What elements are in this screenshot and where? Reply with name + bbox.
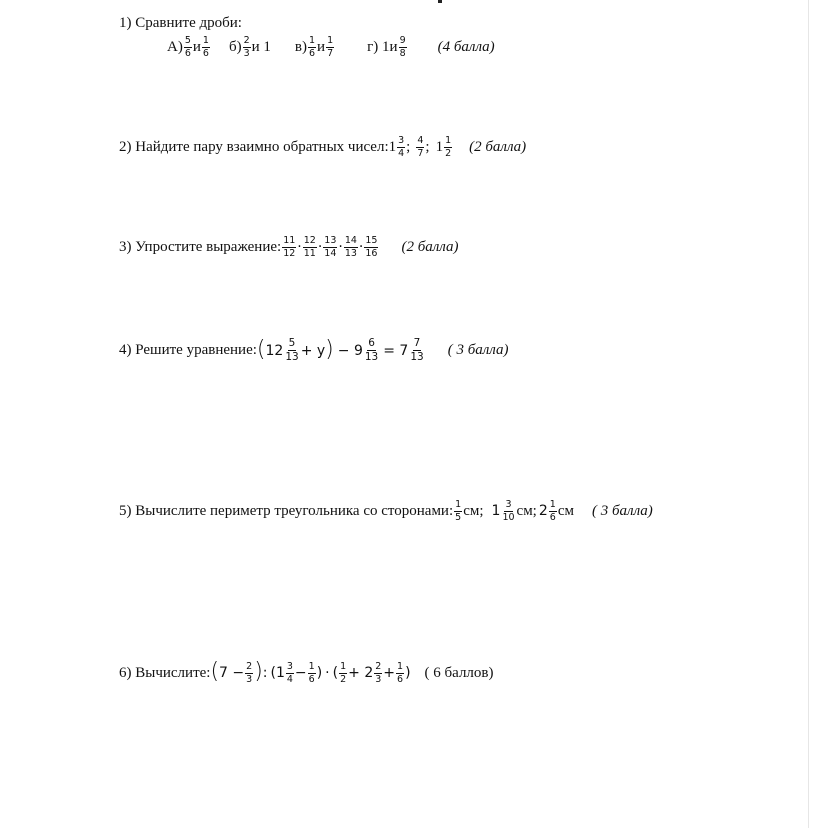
task1-items — [167, 36, 495, 59]
fraction: $\frac{2}{3}$ — [375, 661, 382, 685]
and-word: и — [317, 38, 326, 55]
task3-text: 3) Упростите выражение: — [119, 238, 282, 255]
fraction: $\frac{15}{16}$ — [365, 235, 378, 259]
minus-nine: − 9 — [337, 342, 363, 359]
task5-line — [119, 500, 653, 523]
fraction: $\frac{13}{14}$ — [324, 235, 337, 259]
fraction: $\frac{1}{7}$ — [327, 35, 334, 59]
separator: ; — [425, 138, 430, 155]
separator: ; — [406, 138, 411, 155]
left-paren: ( — [332, 665, 339, 682]
fraction: $\frac{2}{3}$ — [246, 661, 253, 685]
multiply-dot: · — [358, 239, 364, 256]
fraction: $\frac{1}{2}$ — [340, 661, 347, 685]
fraction: $\frac{1}{6}$ — [309, 35, 316, 59]
fraction: $\frac{4}{7}$ — [417, 135, 424, 159]
unit-cm: см — [557, 502, 574, 519]
multiply-dot: · — [325, 665, 330, 682]
fraction: $\frac{1}{2}$ — [445, 135, 452, 159]
plus-y: + y — [300, 342, 326, 359]
fraction: $\frac{9}{8}$ — [399, 35, 406, 59]
task5-points: ( 3 балла) — [591, 502, 653, 519]
task4-points: ( 3 балла) — [447, 342, 509, 359]
fraction: $\frac{7}{13}$ — [410, 337, 424, 364]
fraction: $\frac{6}{13}$ — [364, 337, 379, 364]
paren-one: (1 — [270, 665, 285, 682]
plus-two: + 2 — [348, 665, 374, 682]
and-word: и — [192, 38, 201, 55]
task2-text: 2) Найдите пару взаимно обратных чисел: — [119, 138, 389, 155]
task4-text: 4) Решите уравнение: — [119, 342, 257, 359]
fraction: $\frac{5}{13}$ — [285, 337, 299, 364]
fraction: $\frac{14}{13}$ — [344, 235, 357, 259]
right-paren: ) — [254, 659, 263, 685]
whole-number: 1 — [435, 138, 444, 155]
fraction: $\frac{5}{6}$ — [184, 35, 191, 59]
fraction: $\frac{3}{4}$ — [286, 661, 293, 685]
page-edge — [808, 0, 809, 828]
task2-points: (2 балла) — [469, 138, 527, 155]
left-paren: ( — [256, 336, 266, 362]
task6-text: 6) Вычислите: — [119, 664, 211, 681]
fraction: $\frac{11}{12}$ — [283, 235, 296, 259]
fraction: $\frac{3}{4}$ — [398, 135, 405, 159]
multiply-dot: · — [338, 239, 343, 256]
left-paren: ( — [210, 659, 220, 685]
fraction: $\frac{1}{6}$ — [308, 661, 315, 685]
fraction: $\frac{3}{10}$ — [502, 499, 515, 523]
task1-b-label: б) — [228, 38, 242, 55]
task1-heading: 1) Сравните дроби: — [119, 15, 242, 31]
task6-points: ( 6 баллов) — [424, 664, 494, 681]
unit-cm: см; — [516, 502, 537, 519]
task3-points: (2 балла) — [401, 238, 459, 255]
task6-line — [119, 659, 494, 685]
fraction: $\frac{1}{6}$ — [549, 499, 556, 523]
task1-v-label: в) — [294, 38, 307, 55]
task1-points: (4 балла) — [437, 38, 495, 55]
unit-cm: см; — [463, 502, 484, 519]
fraction: $\frac{1}{5}$ — [455, 499, 462, 523]
task1-g-label: г) 1и — [367, 38, 398, 55]
task2-line — [119, 136, 526, 159]
right-paren: ) — [405, 665, 411, 682]
task5-text: 5) Вычислите периметр треугольника со сторонами: — [119, 502, 454, 519]
minus-sign: − — [294, 665, 307, 682]
multiply-dot: · — [297, 239, 302, 256]
whole-number: 12 — [265, 342, 284, 359]
whole-number: 1 — [388, 138, 397, 155]
fraction: $\frac{1}{6}$ — [397, 661, 404, 685]
b-rest: и 1 — [251, 38, 271, 55]
task1-a-label: А) — [167, 38, 183, 55]
whole-number: 2 — [538, 503, 548, 520]
multiply-dot: · — [317, 239, 323, 256]
fraction: $\frac{2}{3}$ — [243, 35, 250, 59]
task4-line — [119, 338, 509, 363]
plus-sign: + — [383, 665, 396, 682]
equals-seven: = 7 — [383, 342, 409, 359]
fraction: $\frac{1}{6}$ — [202, 35, 209, 59]
seven-minus: 7 − — [219, 665, 245, 682]
divide-colon: : — [262, 665, 268, 682]
right-paren: ) — [316, 665, 323, 682]
right-paren: ) — [325, 336, 334, 362]
whole-number: 1 — [491, 503, 501, 520]
cut-off-mark — [438, 0, 442, 3]
fraction: $\frac{12}{11}$ — [303, 235, 316, 259]
task3-line — [119, 236, 459, 259]
